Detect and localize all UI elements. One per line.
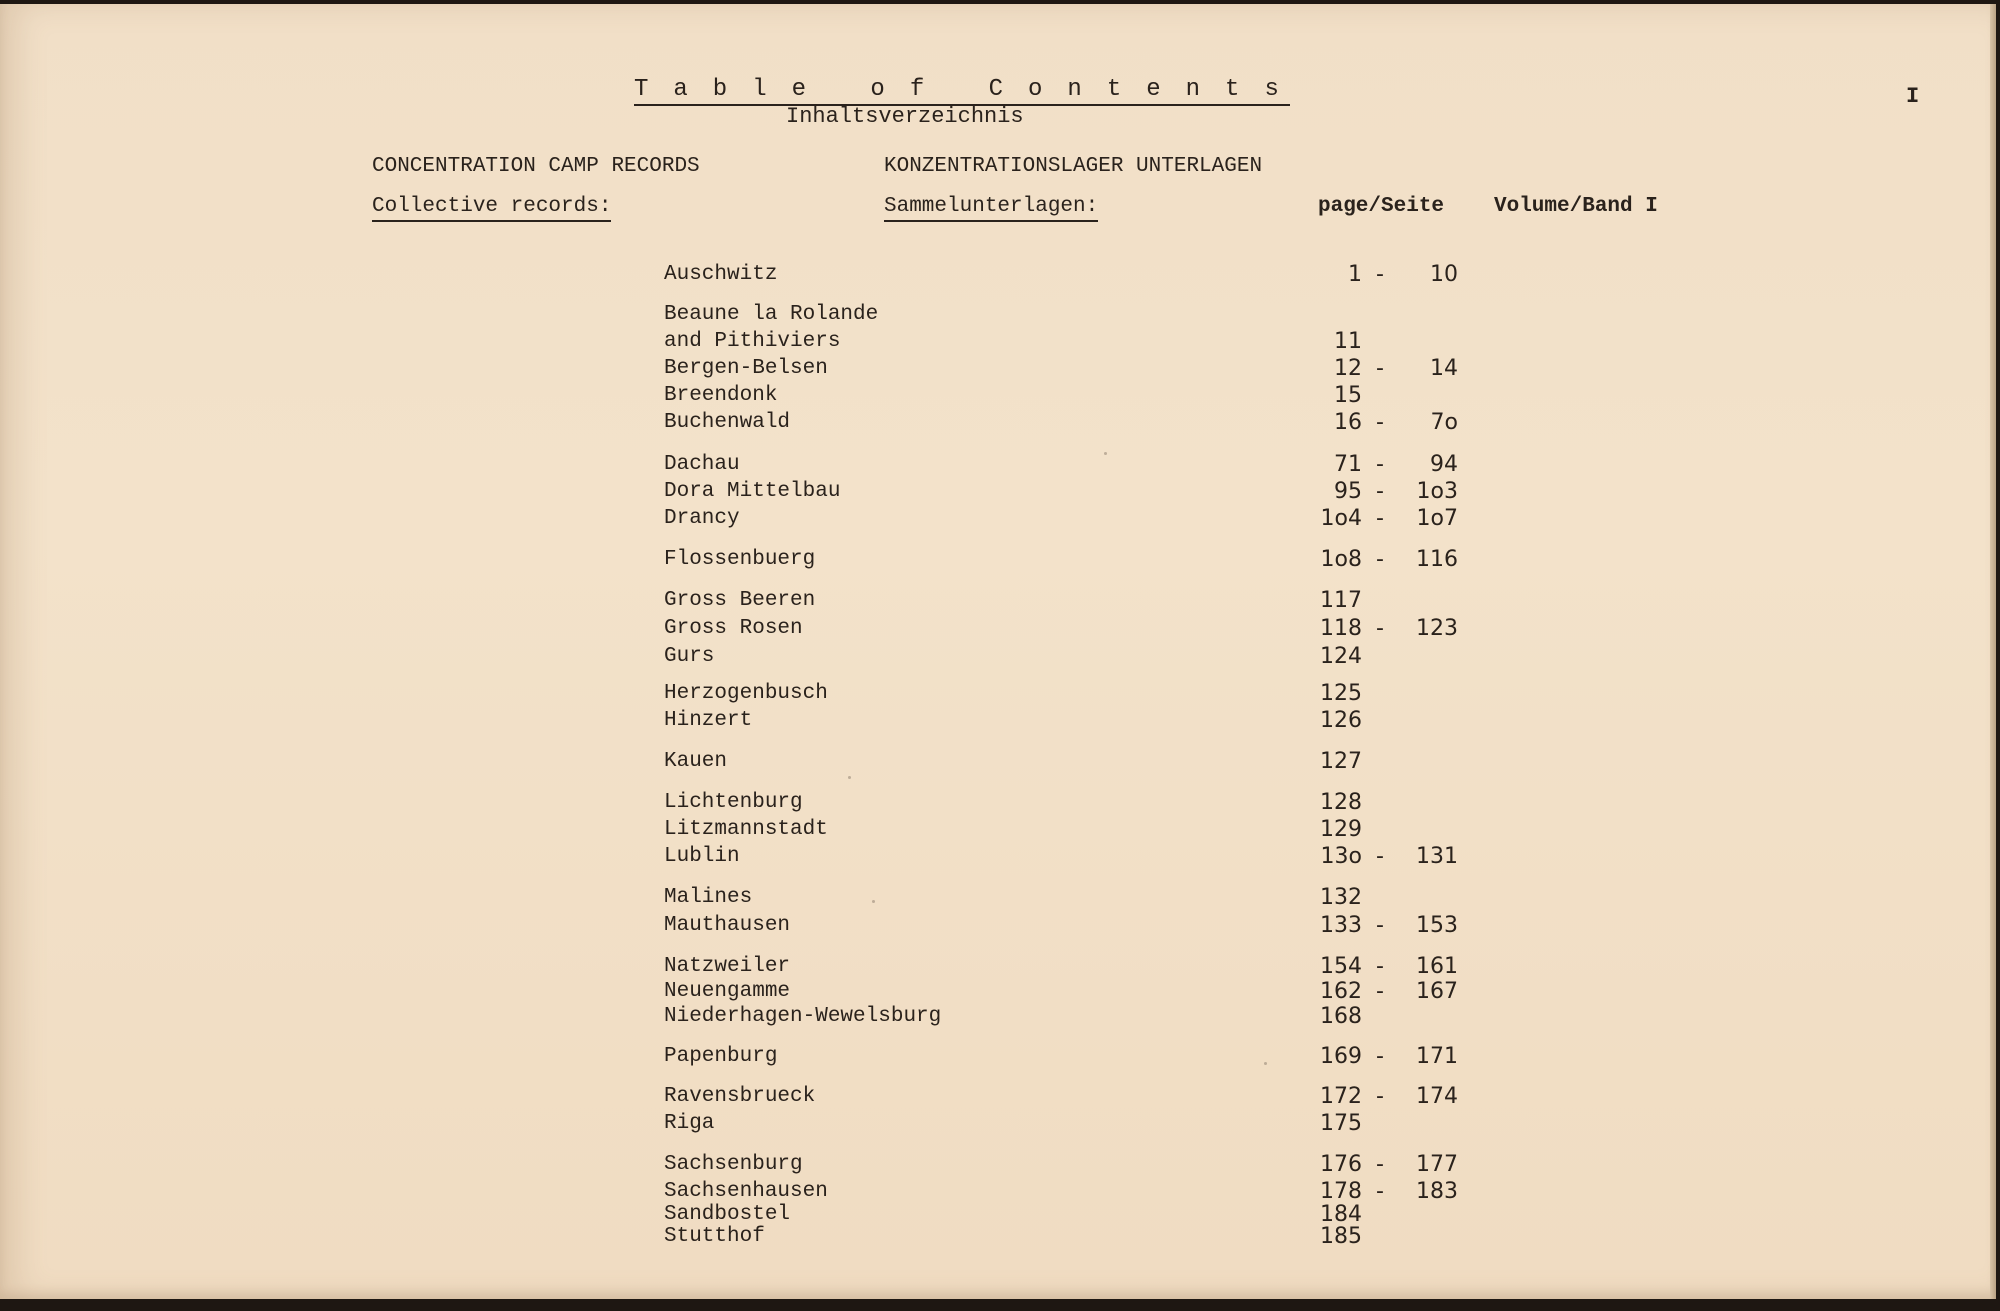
- page-from: 1: [1348, 262, 1362, 287]
- page-from: 12: [1334, 356, 1362, 381]
- page-from: 126: [1320, 708, 1362, 733]
- list-item-pages: [1316, 1224, 1362, 1250]
- page-edge: [1990, 4, 1996, 1299]
- page-dash: -: [1376, 616, 1384, 641]
- page-to: 171: [1416, 1044, 1458, 1069]
- list-item-name: Riga: [664, 1112, 715, 1135]
- list-item-name: Beaune la Rolande: [664, 303, 879, 326]
- list-item-pages: [1316, 547, 1458, 573]
- page-from: 95: [1334, 479, 1362, 504]
- list-item-name: Stutthof: [664, 1225, 765, 1248]
- page-dash: -: [1376, 506, 1384, 531]
- list-item-name: Sandbostel: [664, 1203, 791, 1226]
- list-item-name: Buchenwald: [664, 411, 791, 434]
- list-item-pages: [1316, 817, 1362, 843]
- list-item-pages: [1316, 1084, 1458, 1110]
- volume-label: Volume/Band I: [1494, 195, 1658, 218]
- page-from: 71: [1334, 452, 1362, 477]
- page-from: 15: [1334, 383, 1362, 408]
- list-item-name: Dora Mittelbau: [664, 480, 841, 503]
- list-item-name: Natzweiler: [664, 955, 791, 978]
- page-from: 178: [1320, 1179, 1362, 1204]
- list-item-name: and Pithiviers: [664, 330, 841, 353]
- page-from: 127: [1320, 749, 1362, 774]
- list-item-name: Bergen-Belsen: [664, 357, 828, 380]
- page-from: 154: [1320, 954, 1362, 979]
- list-item-pages: [1316, 790, 1362, 816]
- page-from: 13o: [1320, 844, 1362, 869]
- english-heading: CONCENTRATION CAMP RECORDS: [372, 155, 700, 178]
- page-dash: -: [1376, 913, 1384, 938]
- list-item-name: Sachsenburg: [664, 1153, 803, 1176]
- list-item-pages: [1316, 708, 1362, 734]
- page-from: 175: [1320, 1111, 1362, 1136]
- page-from: 184: [1320, 1202, 1362, 1227]
- list-item-name: Ravensbrueck: [664, 1085, 816, 1108]
- german-heading: KONZENTRATIONSLAGER UNTERLAGEN: [884, 155, 1263, 178]
- list-item-pages: [1316, 506, 1458, 532]
- page-from: 118: [1320, 616, 1362, 641]
- list-item-pages: [1316, 1111, 1362, 1137]
- list-item-name: Kauen: [664, 750, 728, 773]
- list-item-pages: [1316, 383, 1362, 409]
- page-to: 183: [1416, 1179, 1458, 1204]
- page-from: 1o4: [1320, 506, 1362, 531]
- page-from: 132: [1320, 885, 1362, 910]
- list-item-name: Lichtenburg: [664, 791, 803, 814]
- page-to: 153: [1416, 913, 1458, 938]
- page-dash: -: [1376, 479, 1384, 504]
- list-item-name: Malines: [664, 886, 753, 909]
- page-column-label: page/Seite: [1318, 195, 1445, 218]
- page-from: 129: [1320, 817, 1362, 842]
- list-item-pages: [1316, 1004, 1362, 1030]
- list-item-pages: [1316, 681, 1362, 707]
- list-item-name: Litzmannstadt: [664, 818, 828, 841]
- page-from: 185: [1320, 1224, 1362, 1249]
- list-item-pages: [1316, 913, 1458, 939]
- paper-speck: [872, 900, 875, 903]
- page-to: 1o7: [1416, 506, 1458, 531]
- page-from: 169: [1320, 1044, 1362, 1069]
- page-from: 16: [1334, 410, 1362, 435]
- german-subheading: Sammelunterlagen:: [884, 194, 1098, 222]
- page-dash: -: [1376, 356, 1384, 381]
- list-item-pages: [1316, 410, 1458, 436]
- list-item-pages: [1316, 329, 1362, 355]
- list-item-name: Gross Rosen: [664, 617, 803, 640]
- page-dash: -: [1376, 844, 1384, 869]
- list-item-pages: [1316, 616, 1458, 642]
- page-number: I: [1906, 84, 1920, 109]
- list-item-name: Drancy: [664, 507, 740, 530]
- list-item-pages: [1316, 749, 1362, 775]
- page-dash: -: [1376, 262, 1384, 287]
- list-item-name: Sachsenhausen: [664, 1180, 828, 1203]
- page-from: 168: [1320, 1004, 1362, 1029]
- page-from: 128: [1320, 790, 1362, 815]
- page-from: 11: [1334, 329, 1362, 354]
- page-dash: -: [1376, 1084, 1384, 1109]
- paper-speck: [848, 776, 851, 779]
- list-item-name: Lublin: [664, 845, 740, 868]
- list-item-name: Auschwitz: [664, 263, 778, 286]
- page-from: 172: [1320, 1084, 1362, 1109]
- page-to: 161: [1416, 954, 1458, 979]
- page-to: 174: [1416, 1084, 1458, 1109]
- document-page: [0, 4, 1996, 1299]
- page-from: 124: [1320, 644, 1362, 669]
- page-to: 123: [1416, 616, 1458, 641]
- list-item-pages: [1316, 979, 1458, 1005]
- page-dash: -: [1376, 954, 1384, 979]
- page-dash: -: [1376, 1152, 1384, 1177]
- page-to: 177: [1416, 1152, 1458, 1177]
- list-item-pages: [1316, 588, 1362, 614]
- page-dash: -: [1376, 410, 1384, 435]
- list-item-name: Flossenbuerg: [664, 548, 816, 571]
- page-dash: -: [1376, 547, 1384, 572]
- page-to: 116: [1416, 547, 1458, 572]
- list-item-name: Breendonk: [664, 384, 778, 407]
- page-to: 167: [1416, 979, 1458, 1004]
- page-dash: -: [1376, 1179, 1384, 1204]
- list-item-name: Gurs: [664, 645, 715, 668]
- page-to: 131: [1416, 844, 1458, 869]
- page-from: 117: [1320, 588, 1362, 613]
- page-dash: -: [1376, 979, 1384, 1004]
- list-item-pages: [1316, 262, 1458, 288]
- page-title: Table of Contents: [634, 76, 1290, 106]
- list-item-pages: [1316, 479, 1458, 505]
- page-to: 7o: [1430, 410, 1458, 435]
- list-item-pages: [1316, 954, 1458, 980]
- page-to: 10: [1430, 262, 1458, 287]
- paper-speck: [1104, 452, 1107, 455]
- list-item-name: Hinzert: [664, 709, 753, 732]
- list-item-name: Herzogenbusch: [664, 682, 828, 705]
- paper-speck: [1264, 1062, 1267, 1065]
- page-dash: -: [1376, 1044, 1384, 1069]
- list-item-pages: [1316, 356, 1458, 382]
- list-item-name: Niederhagen-Wewelsburg: [664, 1005, 942, 1028]
- page-to: 1o3: [1416, 479, 1458, 504]
- page-subtitle: Inhaltsverzeichnis: [786, 104, 1024, 129]
- page-to: 14: [1430, 356, 1458, 381]
- english-subheading: Collective records:: [372, 194, 611, 222]
- page-from: 133: [1320, 913, 1362, 938]
- list-item-name: Dachau: [664, 453, 740, 476]
- list-item-name: Neuengamme: [664, 980, 791, 1003]
- list-item-name: Papenburg: [664, 1045, 778, 1068]
- list-item-pages: [1316, 885, 1362, 911]
- list-item-pages: [1316, 1044, 1458, 1070]
- page-dash: -: [1376, 452, 1384, 477]
- page-from: 1o8: [1320, 547, 1362, 572]
- list-item-pages: [1316, 1152, 1458, 1178]
- list-item-name: Mauthausen: [664, 914, 791, 937]
- page-from: 125: [1320, 681, 1362, 706]
- list-item-pages: [1316, 644, 1362, 670]
- list-item-pages: [1316, 452, 1458, 478]
- page-from: 162: [1320, 979, 1362, 1004]
- list-item-name: Gross Beeren: [664, 589, 816, 612]
- page-from: 176: [1320, 1152, 1362, 1177]
- page-to: 94: [1430, 452, 1458, 477]
- list-item-pages: [1316, 844, 1458, 870]
